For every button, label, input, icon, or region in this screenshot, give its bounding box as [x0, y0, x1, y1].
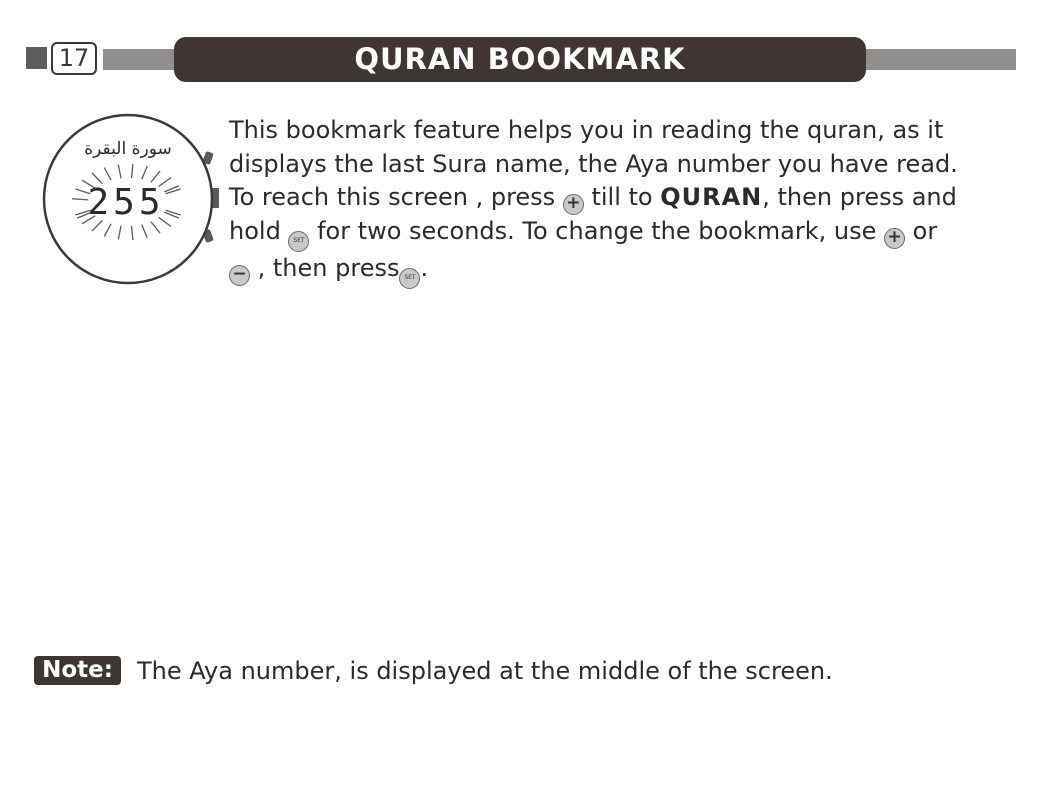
text-line-4	[229, 215, 1029, 252]
text-line-3-b: till to	[583, 183, 661, 211]
page-title: QURAN BOOKMARK	[174, 37, 866, 82]
header-band-right	[859, 49, 1016, 70]
text-line-3-c: , then press and	[762, 183, 957, 211]
text-line-4-a: hold	[229, 217, 281, 245]
text-line-4-c: or	[905, 217, 938, 245]
text-line-2: displays the last Sura name, the Aya number you have read.	[229, 149, 958, 178]
text-line-5	[229, 252, 1029, 289]
text-line-4-b: for two seconds. To change the bookmark, use	[309, 217, 877, 245]
header-decoration-square	[26, 47, 47, 69]
minus-button-icon: −	[229, 265, 250, 286]
header-band-left	[103, 49, 181, 70]
text-line-3	[229, 181, 1029, 215]
watch-face-icon	[40, 112, 220, 290]
page-number: 17	[51, 42, 97, 75]
text-line-3-a: To reach this screen , press	[229, 183, 556, 211]
watch-aya-number: 255	[87, 182, 165, 223]
text-line-5-a: , then press	[250, 254, 400, 282]
plus-button-icon: +	[563, 194, 584, 215]
plus-button-icon: +	[884, 228, 905, 249]
instructions-paragraph	[229, 114, 1029, 289]
watch-sura-name: سورة البقرة	[84, 139, 172, 159]
set-button-icon: SET	[288, 231, 309, 252]
set-button-icon: SET	[399, 268, 420, 289]
note-text: The Aya number, is displayed at the middle of the screen.	[137, 657, 833, 685]
text-line-1: This bookmark feature helps you in reading the quran, as it	[229, 116, 944, 144]
text-line-5-b: .	[420, 254, 429, 282]
note-badge: Note:	[34, 656, 121, 685]
quran-mode-label: QURAN	[660, 183, 763, 211]
watch-illustration	[40, 112, 220, 290]
